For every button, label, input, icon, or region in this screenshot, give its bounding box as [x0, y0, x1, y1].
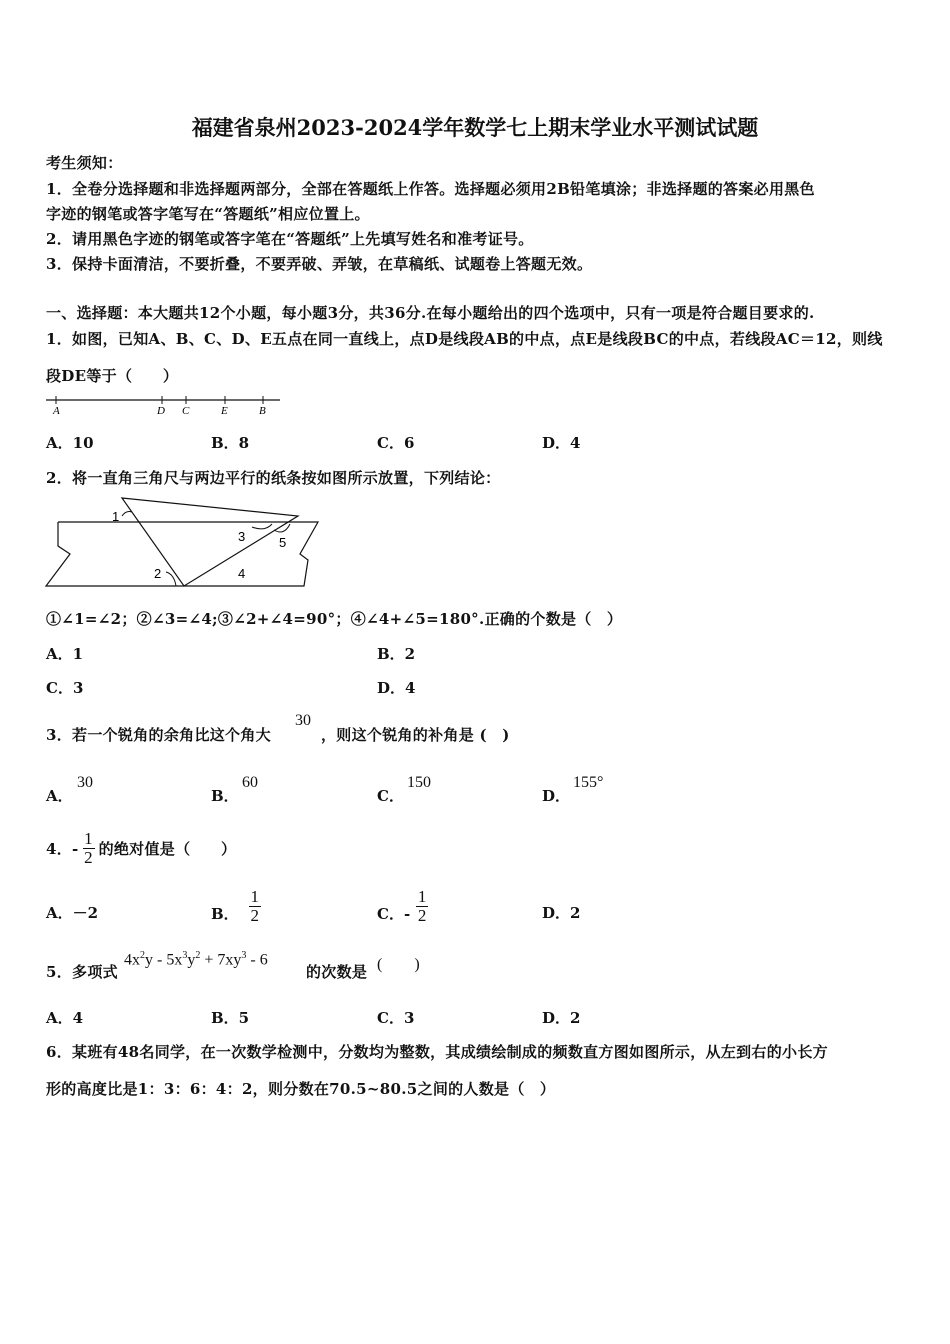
q4-frac-den: 2: [84, 848, 93, 867]
q1-point-e: E: [221, 405, 228, 416]
q2-figure: [40, 494, 330, 594]
q3-option-a-letter: A．: [46, 787, 73, 805]
q4-option-b-letter: B．: [211, 905, 239, 923]
q5-stem-a: 5．多项式: [46, 963, 118, 981]
q2-option-c: C．3: [46, 679, 84, 697]
q4-option-d: D．2: [542, 904, 581, 922]
q1-line-figure: [44, 392, 284, 416]
q4-option-c-letter: C．-: [377, 905, 411, 923]
q2-label-3: 3: [238, 529, 246, 544]
q4-fraction: [83, 830, 95, 867]
q5-option-a: A．4: [46, 1009, 84, 1027]
q5-stem-b: 的次数是: [306, 963, 368, 981]
q1-point-b: B: [259, 405, 266, 416]
q4-stem: [46, 830, 236, 867]
q4-frac-num: 1: [84, 829, 93, 848]
q2-angle-arc-2: [166, 572, 176, 586]
q2-option-d: D．4: [377, 679, 416, 697]
q3-angle-value: 30: [295, 712, 311, 729]
q5-polynomial: $4x^2y - 5x^3y^2 + 7xy^3 - 6$: [124, 950, 268, 969]
q3-option-b-value: 60: [242, 774, 258, 791]
q5-option-c: C．3: [377, 1009, 415, 1027]
section-heading: 一、选择题：本大题共12个小题，每小题3分，共36分.在每小题给出的四个选项中，只有一项是符合题目要求的.: [46, 304, 815, 322]
q3-option-a-value: 30: [77, 774, 93, 791]
q1-option-c: C．6: [377, 434, 415, 452]
q4-option-b: [211, 888, 261, 925]
q5-option-d: D．2: [542, 1009, 581, 1027]
q2-label-2: 2: [154, 566, 162, 581]
q4-option-c: [377, 888, 428, 925]
q1-option-d: D．4: [542, 434, 581, 452]
q1-point-d: D: [157, 405, 165, 416]
q4-stem-a: 4．-: [46, 840, 79, 858]
q4-option-a: A．－2: [46, 904, 99, 922]
q2-option-b: B．2: [377, 645, 416, 663]
q4-option-b-num: 1: [250, 887, 259, 906]
q4-option-c-den: 2: [417, 906, 427, 925]
q1-point-a: A: [53, 405, 60, 416]
q4-option-c-fraction: [416, 888, 428, 925]
q3-stem-b: ，则这个锐角的补角是 ( ): [321, 726, 510, 744]
q4-option-b-fraction: [249, 888, 261, 925]
notice-item-3: 3．保持卡面清洁，不要折叠，不要弄破、弄皱，在草稿纸、试题卷上答题无效。: [46, 255, 593, 273]
notice-item-1b: 字迹的钢笔或答字笔写在“答题纸”相应位置上。: [46, 205, 370, 223]
q2-angle-arc-3: [252, 524, 272, 529]
q3-option-c-letter: C．: [377, 787, 404, 805]
q3-option-d-letter: D．: [542, 787, 571, 805]
q5-answer-paren: ( ): [377, 956, 420, 973]
q2-conclusions: ①∠1=∠2；②∠3=∠4;③∠2+∠4=90°；④∠4+∠5=180°.正确的个数是（ ）: [46, 610, 623, 628]
q3-option-c-value: 150: [407, 774, 431, 791]
notice-heading: 考生须知：: [46, 154, 123, 172]
q3-option-b-letter: B．: [211, 787, 239, 805]
q6-stem-a: 6．某班有48名同学，在一次数学检测中，分数均为整数，其成绩绘制成的频数直方图如图所示，从左到右的小长方: [46, 1043, 828, 1061]
q1-option-b: B．8: [211, 434, 250, 452]
page-title: 福建省泉州2023-2024学年数学七上期末学业水平测试试题: [191, 115, 759, 140]
q2-triangle-ruler: [122, 498, 298, 586]
q3-stem-a: 3．若一个锐角的余角比这个角大: [46, 726, 271, 744]
q3-option-d-value: 155°: [573, 774, 604, 791]
notice-item-2: 2．请用黑色字迹的钢笔或答字笔在“答题纸”上先填写姓名和准考证号。: [46, 230, 534, 248]
q2-angle-arc-1: [122, 512, 132, 517]
q2-label-4: 4: [238, 566, 246, 581]
q6-stem-b: 形的高度比是1：3：6：4：2，则分数在70.5~80.5之间的人数是（ ）: [46, 1080, 556, 1098]
notice-item-1a: 1．全卷分选择题和非选择题两部分，全部在答题纸上作答。选择题必须用2B铅笔填涂；非选择题的答案必用黑色: [46, 180, 815, 198]
q2-label-1: 1: [112, 509, 120, 524]
q1-option-a: A．10: [46, 434, 94, 452]
q4-option-b-den: 2: [250, 906, 259, 925]
q2-label-5: 5: [279, 535, 287, 550]
q4-stem-b: 的绝对值是（ ）: [98, 840, 237, 858]
q5-option-b: B．5: [211, 1009, 250, 1027]
q1-point-c: C: [182, 405, 190, 416]
q2-stem: 2．将一直角三角尺与两边平行的纸条按如图所示放置，下列结论：: [46, 469, 501, 487]
q2-option-a: A．1: [46, 645, 84, 663]
q1-stem-b: 段DE等于（ ）: [46, 367, 179, 385]
q4-option-c-num: 1: [417, 887, 427, 906]
q1-stem-a: 1．如图，已知A、B、C、D、E五点在同一直线上，点D是线段AB的中点，点E是线段BC的中点，若线段AC＝12，则线: [46, 330, 883, 348]
